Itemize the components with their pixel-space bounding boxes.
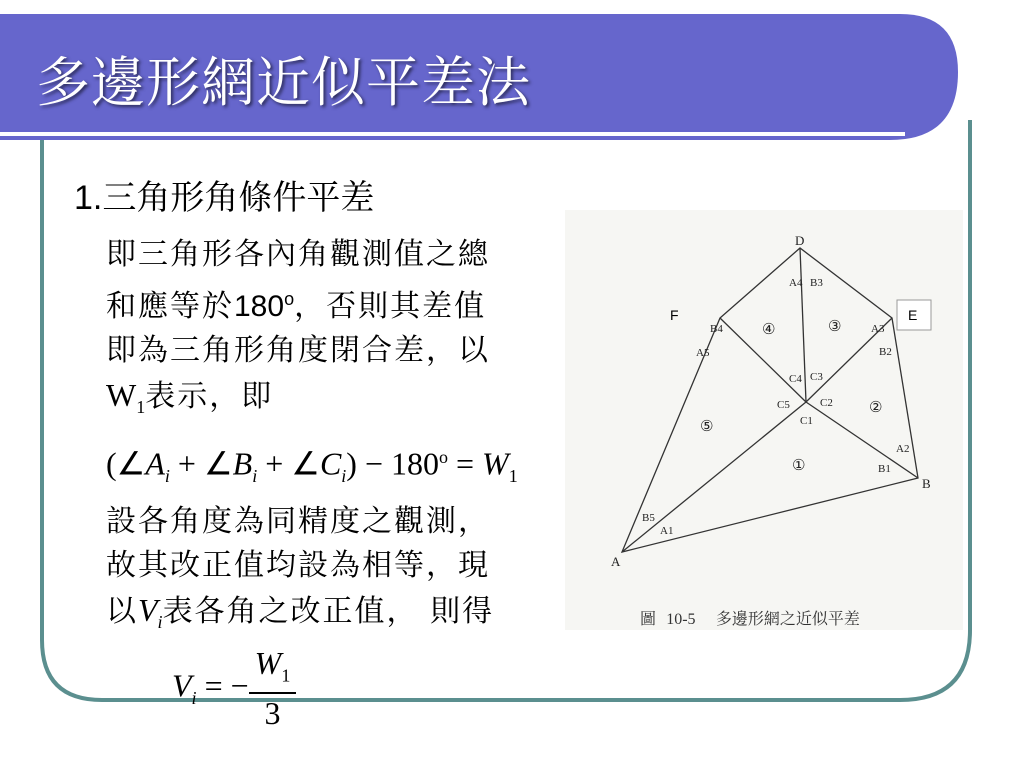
angle-c4: C4 (789, 373, 802, 385)
eq2-equals: = − (196, 667, 249, 704)
v-symbol: V (138, 592, 158, 629)
eq1-plus1: + ∠ (169, 445, 233, 482)
eq1-W-sub: 1 (508, 466, 518, 487)
eq1-A: A (145, 445, 165, 482)
para2-line3-b: 表各角之改正值， 則得 (162, 594, 495, 630)
caption-text: 多邊形網之近似平差 (715, 609, 860, 628)
eq1-sub-b: i (252, 466, 258, 487)
caption-number: 10-5 (666, 611, 696, 628)
para1-line2 (106, 277, 554, 329)
triangle-3: ③ (828, 317, 842, 335)
para1-line1: 即三角形各內角觀測值之總 (106, 237, 490, 272)
eq1-C: C (319, 445, 342, 482)
w-symbol: W (106, 377, 137, 413)
eq1-close: ) − 180 (346, 445, 439, 482)
para1-line3: 即為三角形角度閉合差，以 (106, 333, 490, 368)
eq1-degree: o (439, 447, 448, 467)
eq2-sub: i (191, 687, 197, 708)
point-a: A (611, 554, 621, 569)
eq2-num-sub: 1 (281, 665, 291, 686)
triangle-4: ④ (762, 320, 776, 338)
angle-a4: A4 (789, 277, 803, 289)
angle-c3: C3 (810, 371, 823, 383)
eq2-V: V (172, 667, 192, 704)
para2-line2: 故其改正值均設為相等，現 (106, 548, 490, 584)
triangle-5: ⑤ (700, 417, 714, 435)
angle-c5: C5 (777, 399, 790, 411)
para2-line3 (106, 588, 554, 644)
caption-prefix: 圖 (640, 609, 657, 628)
eq1-B: B (232, 445, 253, 482)
eq2-num-W: W (254, 645, 282, 682)
figure-caption (640, 606, 860, 629)
angle-b4: B4 (710, 323, 723, 335)
eq1-sub-a: i (164, 466, 170, 487)
para1-line2-a: 和應等於 (106, 289, 234, 324)
eq2-denominator: 3 (264, 695, 281, 732)
eq1-open: (∠ (106, 445, 146, 482)
w-subscript: 1 (136, 397, 146, 417)
angle-b2: B2 (879, 346, 892, 358)
angle-a3: A3 (871, 323, 885, 335)
angle-b3: B3 (810, 277, 823, 289)
polygon-network-figure (565, 210, 963, 630)
eq2-numerator (249, 646, 297, 694)
para1-number: 180 (234, 290, 285, 323)
triangle-2: ② (869, 398, 883, 416)
paragraph-1 (106, 233, 554, 732)
angle-b5: B5 (642, 512, 655, 524)
equation-correction (172, 646, 554, 732)
angle-a5: A5 (696, 347, 710, 359)
angle-c1: C1 (800, 415, 813, 427)
section-heading (74, 170, 554, 219)
eq1-equals: = (448, 445, 483, 482)
eq1-sub-c: i (341, 466, 347, 487)
para2-line3-a: 以 (106, 594, 138, 630)
heading-text: 三角形角條件平差 (102, 178, 375, 218)
label-e: E (908, 307, 918, 323)
heading-number: 1. (74, 179, 103, 217)
angle-b1: B1 (878, 463, 891, 475)
triangle-1: ① (792, 456, 806, 474)
eq1-W: W (482, 445, 509, 482)
eq1-plus2: + ∠ (257, 445, 320, 482)
para1-degree: o (284, 289, 295, 309)
para1-line4-b: 表示，即 (145, 379, 274, 414)
slide-content (74, 170, 554, 732)
label-f: F (670, 307, 679, 323)
equation-closure (106, 435, 554, 498)
point-b: B (922, 476, 931, 491)
para1-line2-b: ，否則其差值 (294, 289, 487, 324)
angle-a2: A2 (896, 443, 910, 455)
slide-title: 多邊形網近似平差法 (36, 51, 531, 114)
para2-line1: 設各角度為同精度之觀測， (106, 504, 490, 540)
v-subscript: i (157, 612, 163, 633)
figure-background (565, 210, 963, 630)
point-d: D (795, 233, 805, 248)
eq2-fraction (249, 646, 297, 732)
angle-c2: C2 (820, 397, 833, 409)
angle-a1: A1 (660, 525, 674, 537)
para1-line4 (106, 373, 554, 429)
